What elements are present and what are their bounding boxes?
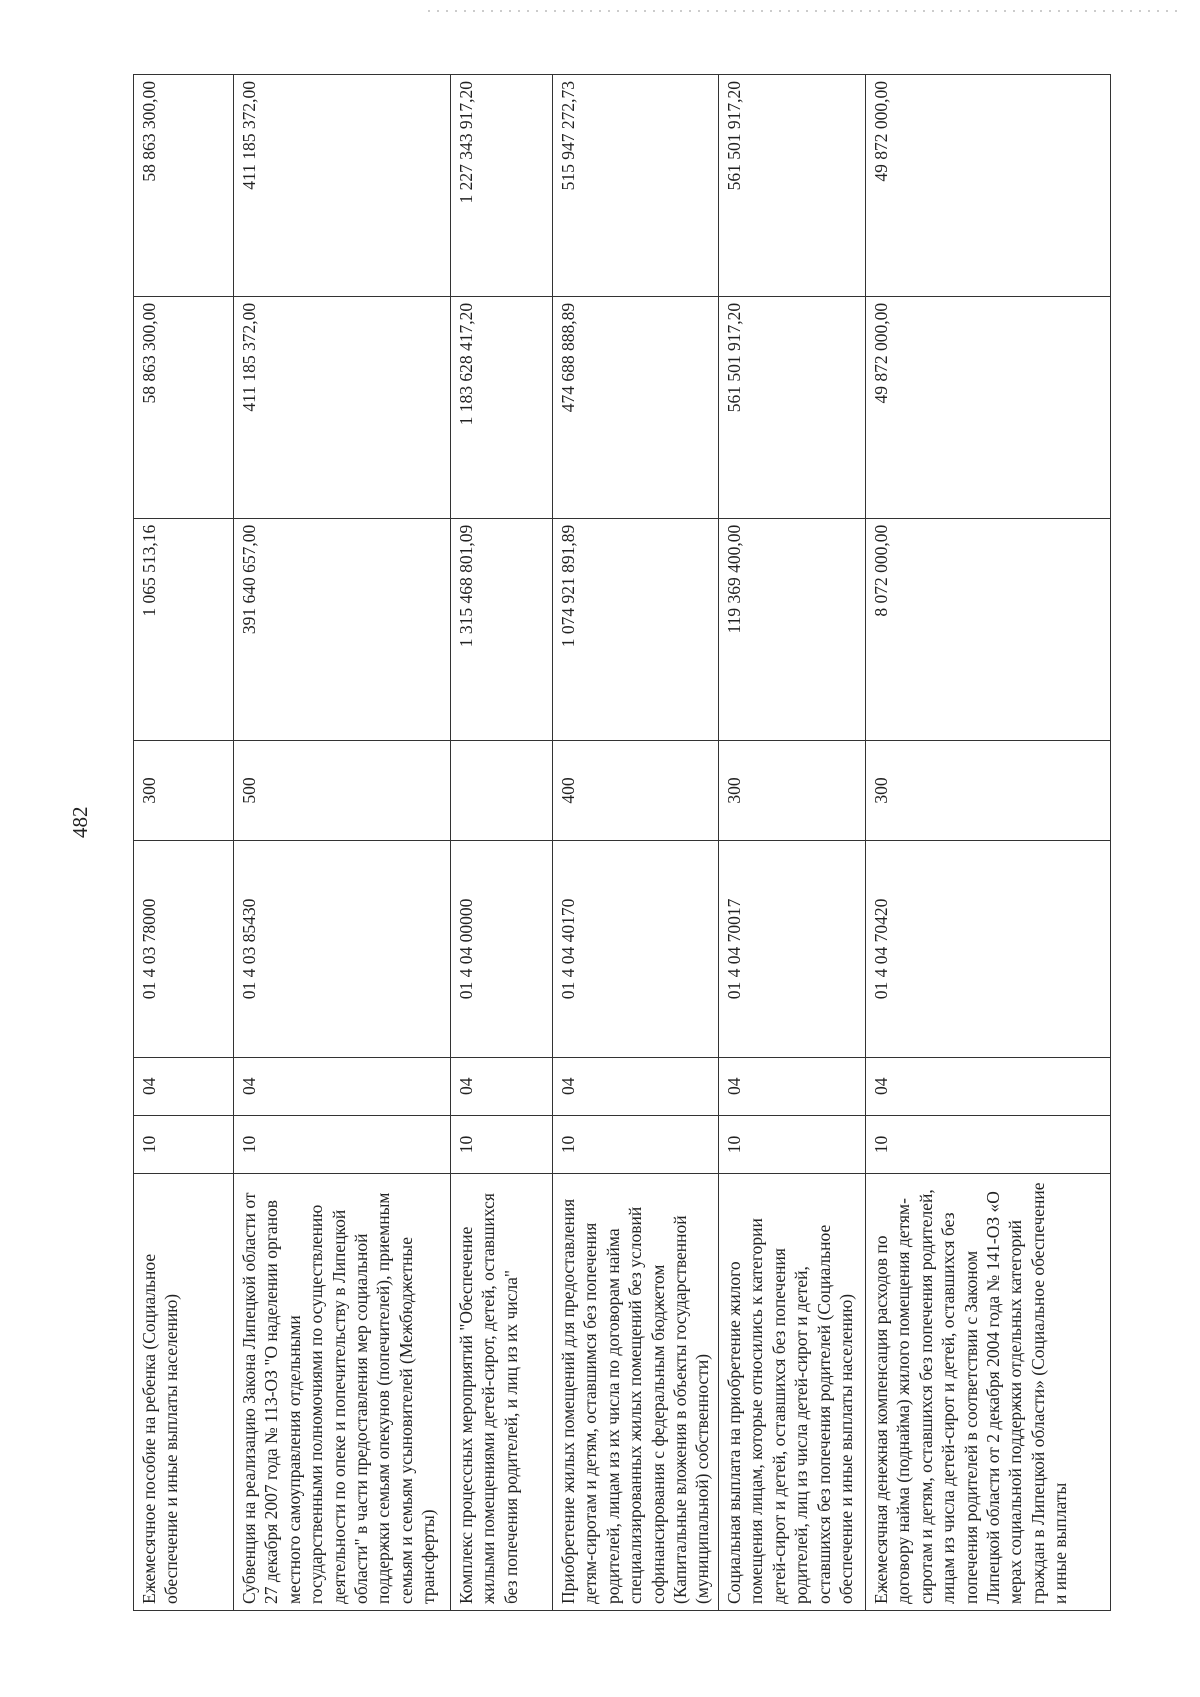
expense-type-code: 500: [234, 740, 451, 841]
target-article-code: 01 4 04 00000: [451, 841, 553, 1057]
amount-year-3: 1 227 343 917,20: [451, 75, 553, 297]
expense-type-code: 300: [719, 740, 866, 841]
target-article-code: 01 4 04 70420: [866, 841, 1111, 1057]
amount-year-1: 8 072 000,00: [866, 518, 1111, 740]
budget-table-rotated: [133, 74, 1110, 1611]
amount-year-1: 1 315 468 801,09: [451, 518, 553, 740]
row-name: Приобретение жилых помещений для предоставления детям-сиротам и детям, оставшимся без попечения родителей, лицам из их числа по договорам найма специализированных жилых помещений без условий софинансирования с федеральным бюджетом (Капитальные вложения в объекты государственной (муниципальной) собственности): [553, 1174, 719, 1611]
table-row: [719, 75, 866, 1611]
podrazdel-code: 04: [719, 1057, 866, 1115]
amount-year-2: 58 863 300,00: [134, 296, 234, 518]
amount-year-1: 119 369 400,00: [719, 518, 866, 740]
target-article-code: 01 4 04 70017: [719, 841, 866, 1057]
podrazdel-code: 04: [553, 1057, 719, 1115]
target-article-code: 01 4 03 78000: [134, 841, 234, 1057]
amount-year-3: 515 947 272,73: [553, 75, 719, 297]
amount-year-3: 561 501 917,20: [719, 75, 866, 297]
row-name: Ежемесячная денежная компенсация расходов по договору найма (поднайма) жилого помещения детям-сиротам и детям, оставшихся без попечения родителей, лицам из числа детей-сирот и детей, оставшихся без попечения родителей в соответствии с Законом Липецкой области от 2 декабря 2004 года № 141-ОЗ «О мерах социальной поддержки отдельных категорий граждан в Липецкой области» (Социальное обеспечение и иные выплаты: [866, 1174, 1111, 1611]
amount-year-2: 561 501 917,20: [719, 296, 866, 518]
amount-year-3: 58 863 300,00: [134, 75, 234, 297]
page-number: 482: [68, 806, 92, 838]
expense-type-code: 300: [134, 740, 234, 841]
row-name: Субвенция на реализацию Закона Липецкой области от 27 декабря 2007 года № 113-ОЗ "О наделении органов местного самоуправления отдельными государственными полномочиями по осуществлению деятельности по опеке и попечительству в Липецкой области" в части предоставления мер социальной поддержки семьям опекунов (попечителей), приемным семьям и семьям усыновителей (Межбюджетные трансферты): [234, 1174, 451, 1611]
row-name: Ежемесячное пособие на ребенка (Социальное обеспечение и иные выплаты населению): [134, 1174, 234, 1611]
amount-year-1: 1 074 921 891,89: [553, 518, 719, 740]
table-row: [234, 75, 451, 1611]
razdel-code: 10: [866, 1115, 1111, 1173]
table-row: [451, 75, 553, 1611]
expense-type-code: 300: [866, 740, 1111, 841]
target-article-code: 01 4 03 85430: [234, 841, 451, 1057]
amount-year-3: 49 872 000,00: [866, 75, 1111, 297]
amount-year-3: 411 185 372,00: [234, 75, 451, 297]
amount-year-1: 391 640 657,00: [234, 518, 451, 740]
expense-type-code: 400: [553, 740, 719, 841]
podrazdel-code: 04: [451, 1057, 553, 1115]
expense-type-code: [451, 740, 553, 841]
razdel-code: 10: [553, 1115, 719, 1173]
amount-year-2: 411 185 372,00: [234, 296, 451, 518]
podrazdel-code: 04: [134, 1057, 234, 1115]
row-name: Социальная выплата на приобретение жилого помещения лицам, которые относились к категории детей-сирот и детей, оставшихся без попечения родителей, лиц из числа детей-сирот и детей, оставшихся без попечения родителей (Социальное обеспечение и иные выплаты населению): [719, 1174, 866, 1611]
table-row: [134, 75, 234, 1611]
razdel-code: 10: [134, 1115, 234, 1173]
row-name: Комплекс процессных мероприятий "Обеспечение жилыми помещениями детей-сирот, детей, оставшихся без попечения родителей, и лиц из их числа": [451, 1174, 553, 1611]
podrazdel-code: 04: [866, 1057, 1111, 1115]
budget-table: [133, 74, 1111, 1611]
table-row: [866, 75, 1111, 1611]
podrazdel-code: 04: [234, 1057, 451, 1115]
scan-artifact: [428, 10, 1178, 12]
amount-year-2: 1 183 628 417,20: [451, 296, 553, 518]
amount-year-2: 474 688 888,89: [553, 296, 719, 518]
amount-year-1: 1 065 513,16: [134, 518, 234, 740]
razdel-code: 10: [234, 1115, 451, 1173]
razdel-code: 10: [451, 1115, 553, 1173]
table-row: [553, 75, 719, 1611]
razdel-code: 10: [719, 1115, 866, 1173]
target-article-code: 01 4 04 40170: [553, 841, 719, 1057]
amount-year-2: 49 872 000,00: [866, 296, 1111, 518]
